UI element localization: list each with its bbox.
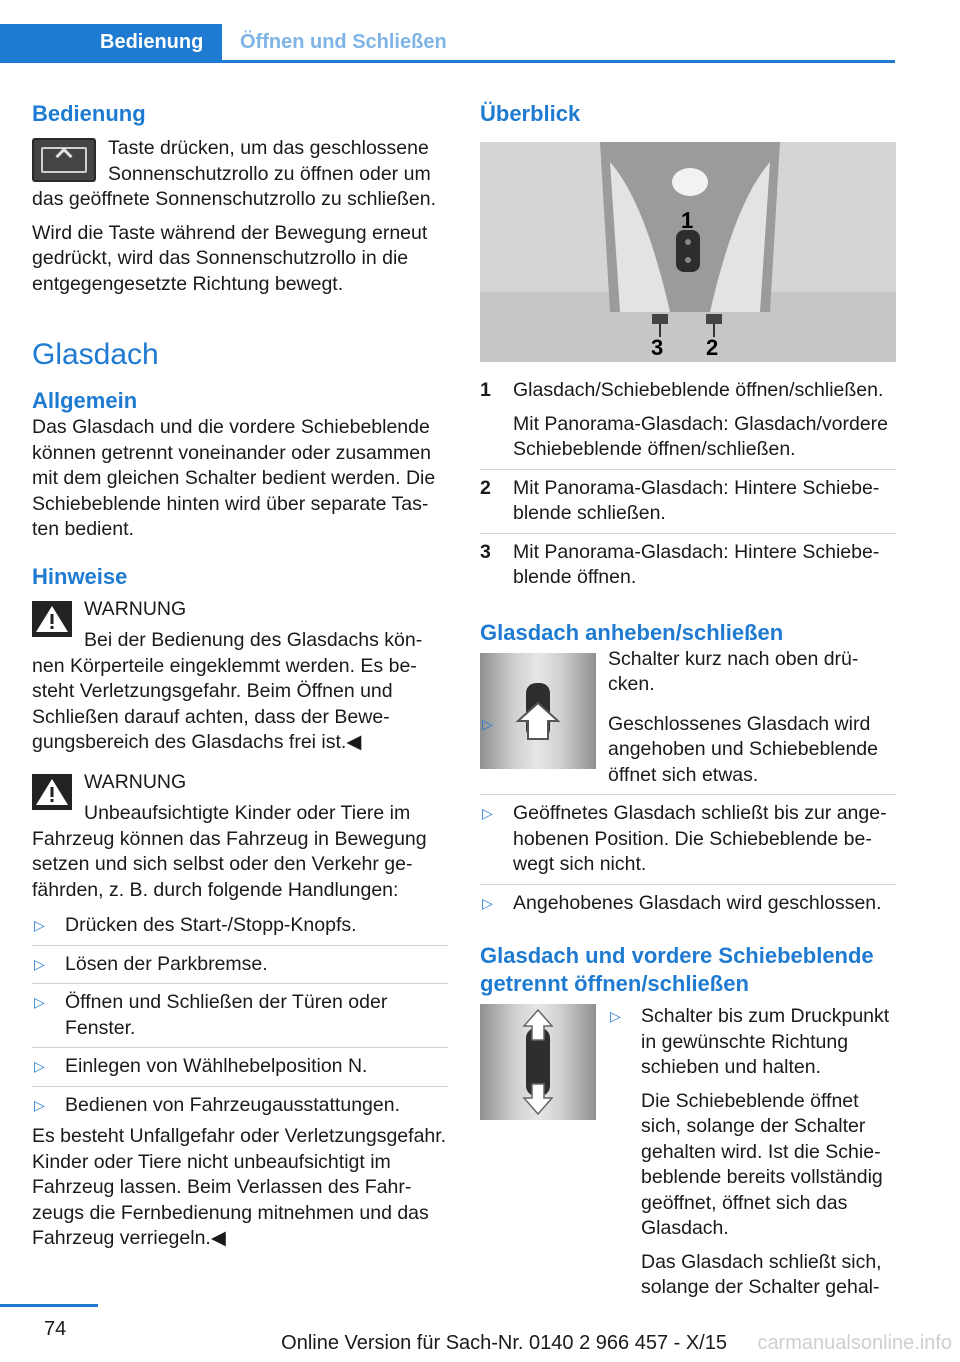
list-item: ▷ Lösen der Parkbremse. xyxy=(32,946,448,985)
footer-rule xyxy=(0,1304,98,1307)
list-item: ▷ Geöffnetes Glasdach schließt bis zur angehobenen Position. Die Schiebeblende bewegt sich nicht. xyxy=(480,795,896,885)
header-rule xyxy=(0,60,895,63)
page-header xyxy=(0,24,895,62)
triangle-bullet-icon: ▷ xyxy=(482,894,493,911)
warning-2-title: WARNUNG xyxy=(84,770,187,793)
triangle-bullet-icon: ▷ xyxy=(34,955,45,972)
overhead-console-photo xyxy=(480,142,896,362)
header-tab-bedienung: Bedienung xyxy=(0,24,222,60)
bedienung-text-2: Wird die Taste während der Bewegung erneut gedrückt, wird das Sonnenschutzrollo in die entgegengesetzte Richtung bewegt. xyxy=(32,221,428,295)
numbered-item-2: 2 Mit Panorama-Glasdach: Hintere Schiebeblende schließen. xyxy=(480,470,896,534)
numbered-item-1: 1 Glasdach/Schiebeblende öffnen/schließen. Mit Panorama-Glasdach: Glasdach/vordere Schiebeblende öffnen/schließen. xyxy=(480,372,896,470)
warning-block-1 xyxy=(32,597,448,756)
triangle-bullet-icon: ▷ xyxy=(34,917,45,933)
warning-2-end: Es besteht Unfallgefahr oder Verletzungsgefahr. Kinder oder Tiere nicht unbeaufsichtigt im Fahrzeug lassen. Beim Verlassen des Fahrzeugs die Fernbedienung mitnehmen und das Fahrzeug verriegeln.◀ xyxy=(32,1125,447,1249)
watermark: carmanualsonline.info xyxy=(757,1332,952,1354)
triangle-bullet-icon: ▷ xyxy=(34,1096,45,1113)
list-item: ▷ Drücken des Start-/Stopp-Knopfs. xyxy=(32,907,448,946)
triangle-bullet-icon: ▷ xyxy=(34,1058,45,1074)
heading-glasdach: Glasdach xyxy=(32,338,159,371)
list-item: ▷ Bedienen von Fahrzeugausstattungen. xyxy=(32,1087,448,1125)
numbered-list xyxy=(480,372,896,597)
switch-updown-photo xyxy=(480,1004,596,1120)
right-column xyxy=(480,100,896,1307)
triangle-bullet-icon: ▷ xyxy=(482,715,493,732)
warning-1-title: WARNUNG xyxy=(84,597,187,620)
photo-label-2: 2 xyxy=(706,335,719,360)
heading-glasdach-anheben: Glasdach anheben/schließen xyxy=(480,619,784,645)
heading-ueberblick: Überblick xyxy=(480,101,581,126)
anheben-block xyxy=(480,647,896,923)
list-item: ▷ Schalter bis zum Druckpunkt in gewünschte Richtung schieben und halten. Die Schiebeblende öffnet sich, solange der Schalter gehalten wird. Ist die Schiebeblende bereits vollständig geöffnet, öffnet sich das Glasdach. Das Glasdach schließt sich, solange der Schalter gehal- xyxy=(610,1005,890,1298)
warning-2-list xyxy=(32,907,448,1124)
warning-triangle-icon xyxy=(32,601,72,641)
heading-hinweise: Hinweise xyxy=(32,563,128,589)
getrennt-block xyxy=(480,998,896,1307)
list-item: ▷ Öffnen und Schließen der Türen oder Fenster. xyxy=(32,984,448,1048)
warning-block-2 xyxy=(32,770,448,1252)
sunshade-button-icon xyxy=(32,138,96,182)
anheben-text: Schalter kurz nach oben drücken. xyxy=(608,647,859,695)
list-item: ▷ Geschlossenes Glasdach wird angehoben und Schiebeblende öffnet sich etwas. xyxy=(482,712,879,786)
photo-label-1: 1 xyxy=(681,208,694,233)
heading-allgemein: Allgemein xyxy=(32,388,138,413)
allgemein-text: Das Glasdach und die vordere Schiebeblende können getrennt voneinander oder zusammen mit dem gleichen Schalter bedient werden. Die Schiebeblende hinten wird über separate Tasten bedient. xyxy=(32,416,436,540)
triangle-bullet-icon: ▷ xyxy=(610,1008,621,1024)
bedienung-text: Taste drücken, um das geschlossene Sonnenschutzrollo zu öffnen oder um das geöffnete Sonnenschutzrollo zu schließen. xyxy=(32,137,436,210)
numbered-item-3: 3 Mit Panorama-Glasdach: Hintere Schiebeblende öffnen. xyxy=(480,540,880,588)
getrennt-list xyxy=(608,998,896,1307)
page-number: 74 xyxy=(44,1318,67,1340)
photo-label-3: 3 xyxy=(651,335,664,360)
left-column xyxy=(32,100,448,1260)
warning-2-text: Unbeaufsichtigte Kinder oder Tiere im Fahrzeug können das Fahrzeug in Bewegung setzen und sich selbst oder den Verkehr gefährden, z. B. durch folgende Handlungen: xyxy=(32,802,427,901)
list-item: ▷ Einlegen von Wählhebelposition N. xyxy=(32,1048,448,1087)
anheben-list xyxy=(480,706,896,795)
list-item: ▷ Angehobenes Glasdach wird geschlossen. xyxy=(480,885,896,923)
anheben-list-continued xyxy=(480,794,896,922)
warning-1-text: Bei der Bedienung des Glasdachs können Körperteile eingeklemmt werden. Es besteht Verletzungsgefahr. Beim Öffnen und Schließen darauf achten, dass der Bewegungsbereich des Glasdachs frei ist.◀ xyxy=(32,629,423,753)
header-tab-oeffnen-schliessen: Öffnen und Schließen xyxy=(222,24,447,60)
heading-bedienung: Bedienung xyxy=(32,101,146,126)
triangle-bullet-icon: ▷ xyxy=(34,994,45,1010)
online-version-text: Online Version für Sach-Nr. 0140 2 966 457 - X/15 xyxy=(281,1332,727,1354)
triangle-bullet-icon: ▷ xyxy=(482,805,493,821)
warning-triangle-icon xyxy=(32,774,72,814)
heading-getrennt: Glasdach und vordere Schiebeblende getrennt öffnen/schließen xyxy=(480,943,874,996)
